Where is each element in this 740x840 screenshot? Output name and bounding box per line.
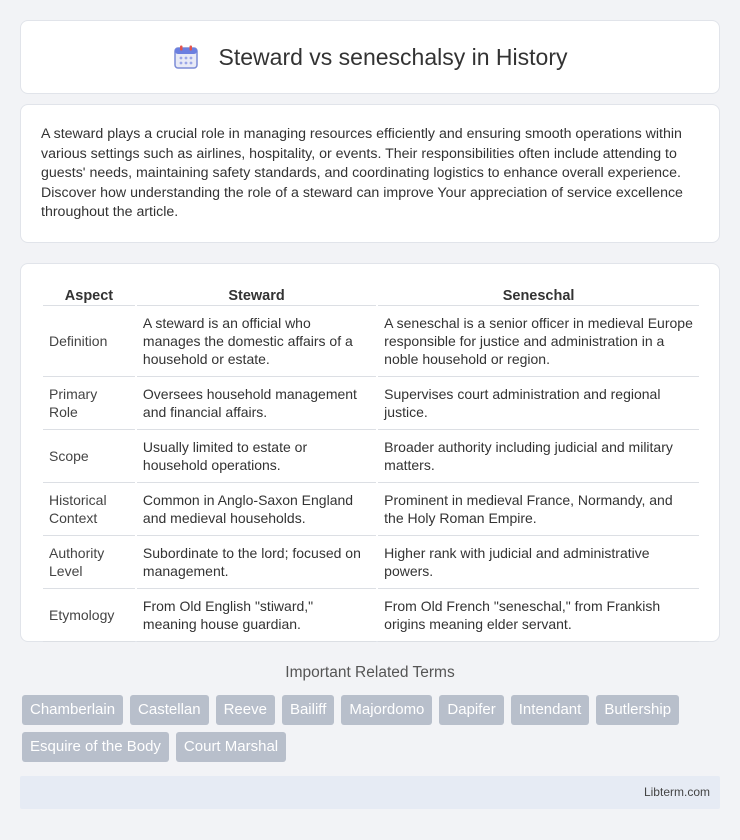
row-aspect: Primary Role xyxy=(43,377,135,430)
row-aspect: Etymology xyxy=(43,589,135,642)
table-row xyxy=(43,589,699,642)
intro-card xyxy=(20,104,720,243)
intro-text: A steward plays a crucial role in managing resources efficiently and ensuring smooth operations within various settings such as airlines, hospitality, or events. Their responsibilities often include attending to guests' needs, maintaining safety standards, and coordinating logistics to enhance overall experience. Discover how understanding the role of a steward can improve Your appreciation of service excellence throughout the article. xyxy=(41,126,683,220)
row-seneschal: Prominent in medieval France, Normandy, and the Holy Roman Empire. xyxy=(378,483,699,536)
footer xyxy=(20,776,720,809)
term-tag[interactable]: Butlership xyxy=(596,695,679,725)
comparison-table xyxy=(41,284,701,642)
row-seneschal: A seneschal is a senior officer in medieval Europe responsible for justice and administration in a noble household or region. xyxy=(378,306,699,377)
page-header xyxy=(20,20,720,94)
row-steward: Common in Anglo-Saxon England and medieval households. xyxy=(137,483,376,536)
row-aspect: Historical Context xyxy=(43,483,135,536)
page-title: Steward vs seneschalsy in History xyxy=(218,43,568,70)
term-tag[interactable]: Reeve xyxy=(216,695,275,725)
term-tag[interactable]: Majordomo xyxy=(341,695,432,725)
related-terms-title: Important Related Terms xyxy=(285,664,455,681)
header-seneschal: Seneschal xyxy=(378,284,699,306)
term-tag[interactable]: Castellan xyxy=(130,695,209,725)
header-steward: Steward xyxy=(137,284,376,306)
term-tag[interactable]: Intendant xyxy=(511,695,590,725)
term-tag[interactable]: Court Marshal xyxy=(176,732,286,762)
row-aspect: Authority Level xyxy=(43,536,135,589)
term-tag[interactable]: Dapifer xyxy=(439,695,503,725)
table-row xyxy=(43,536,699,589)
table-row xyxy=(43,306,699,377)
related-terms-list xyxy=(22,695,722,769)
row-seneschal: Higher rank with judicial and administrative powers. xyxy=(378,536,699,589)
row-seneschal: Supervises court administration and regional justice. xyxy=(378,377,699,430)
row-steward: From Old English "stiward," meaning house guardian. xyxy=(137,589,376,642)
header-aspect: Aspect xyxy=(43,284,135,306)
row-steward: A steward is an official who manages the domestic affairs of a household or estate. xyxy=(137,306,376,377)
table-row xyxy=(43,377,699,430)
footer-site-link[interactable]: Libterm.com xyxy=(643,785,710,799)
row-seneschal: From Old French "seneschal," from Frankish origins meaning elder servant. xyxy=(378,589,699,642)
row-steward: Oversees household management and financial affairs. xyxy=(137,377,376,430)
row-aspect: Definition xyxy=(43,306,135,377)
comparison-card xyxy=(20,263,720,642)
table-row xyxy=(43,483,699,536)
table-row xyxy=(43,430,699,483)
calendar-icon xyxy=(173,44,199,70)
term-tag[interactable]: Bailiff xyxy=(282,695,334,725)
row-aspect: Scope xyxy=(43,430,135,483)
row-steward: Usually limited to estate or household operations. xyxy=(137,430,376,483)
table-header-row xyxy=(43,284,699,306)
term-tag[interactable]: Chamberlain xyxy=(22,695,123,725)
term-tag[interactable]: Esquire of the Body xyxy=(22,732,169,762)
row-seneschal: Broader authority including judicial and military matters. xyxy=(378,430,699,483)
row-steward: Subordinate to the lord; focused on management. xyxy=(137,536,376,589)
